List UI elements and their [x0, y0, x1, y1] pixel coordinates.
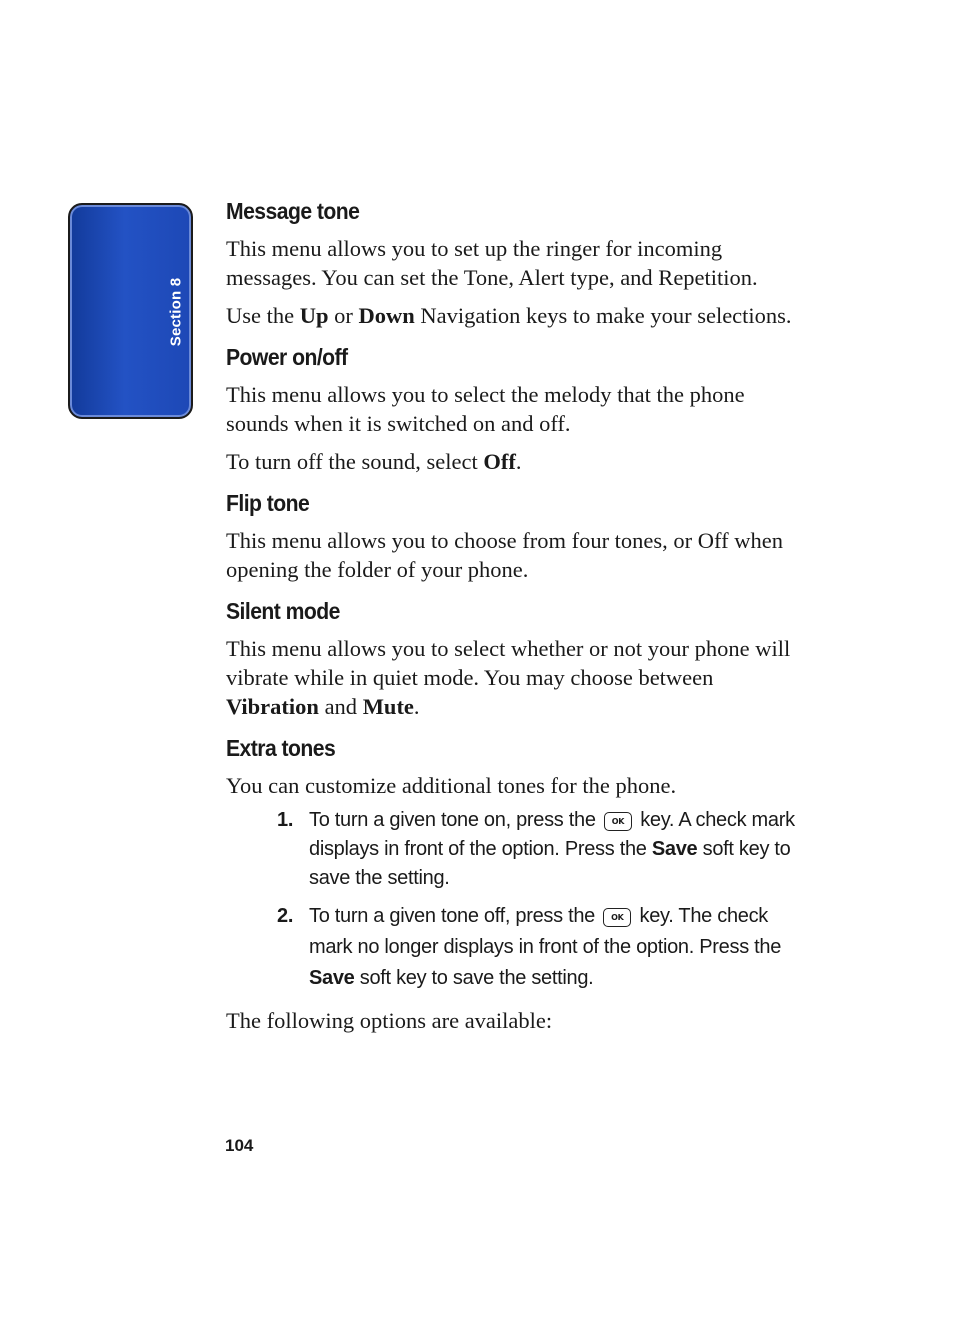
page-content: [226, 194, 798, 1035]
heading-silent-mode: Silent mode: [226, 598, 340, 624]
page-number: 104: [225, 1136, 254, 1155]
message-tone-description: This menu allows you to set up the ringer for incoming messages. You can set the Tone, Alert type, and Repetition.: [226, 236, 758, 290]
ok-key-icon: OK: [604, 812, 632, 831]
list-item: 1. To turn a given tone on, press the OK key. A check mark displays in front of the option. Press the Save soft key to save the setting.: [226, 806, 798, 893]
save-term: Save: [651, 838, 698, 860]
mute-term: Mute: [362, 694, 414, 719]
section-tab-label: Section 8: [167, 277, 185, 347]
off-term: Off: [483, 449, 516, 474]
step-number: 1.: [277, 809, 294, 831]
flip-tone-description: This menu allows you to choose from four tones, or Off when opening the folder of your phone.: [226, 528, 783, 582]
extra-tones-steps: [226, 806, 798, 994]
power-off-instruction: To turn off the sound, select Off.: [226, 449, 522, 474]
message-tone-navigation: Use the Up or Down Navigation keys to make your selections.: [226, 303, 792, 328]
extra-tones-description: You can customize additional tones for the phone.: [226, 773, 677, 798]
heading-extra-tones: Extra tones: [226, 735, 336, 761]
power-description: This menu allows you to select the melody that the phone sounds when it is switched on and off.: [226, 382, 745, 436]
save-term: Save: [309, 967, 355, 989]
heading-power-on-off: Power on/off: [226, 344, 348, 370]
list-item: 2. To turn a given tone off, press the OK key. The check mark no longer displays in front of the option. Press the Save soft key to save the setting.: [226, 901, 798, 994]
heading-flip-tone: Flip tone: [226, 490, 310, 516]
heading-message-tone: Message tone: [226, 198, 360, 224]
silent-mode-description: This menu allows you to select whether or not your phone will vibrate while in quiet mode. You may choose between Vibration and Mute.: [226, 636, 791, 719]
vibration-term: Vibration: [226, 694, 319, 719]
ok-key-icon: OK: [603, 908, 631, 927]
down-key-term: Down: [358, 303, 415, 328]
options-intro: The following options are available:: [226, 1008, 553, 1033]
step-number: 2.: [277, 905, 294, 927]
up-key-term: Up: [299, 303, 329, 328]
